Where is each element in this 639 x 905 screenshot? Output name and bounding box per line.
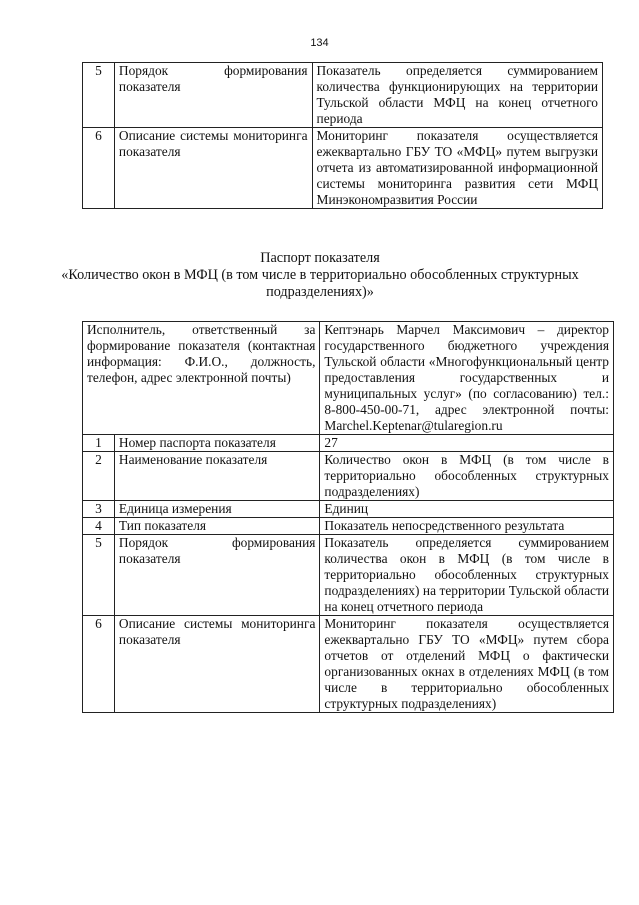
row-number: 6 [83, 128, 115, 209]
row-value: Показатель непосредственного результата [320, 518, 614, 535]
row-number: 4 [83, 518, 115, 535]
row-value: Количество окон в МФЦ (в том числе в территориально обособленных структурных подразделениях) [320, 452, 614, 501]
row-number: 5 [83, 63, 115, 128]
row-value: Единиц [320, 501, 614, 518]
table-row [83, 535, 614, 616]
row-number: 6 [83, 616, 115, 713]
row-value: Показатель определяется суммированием количества окон в МФЦ (в том числе в территориально обособленных структурных подразделениях) на территории Тульской области на конец отчетного периода [320, 535, 614, 616]
executor-label: Исполнитель, ответственный за формирование показателя (контактная информация: Ф.И.О., должность, телефон, адрес электронной почты) [83, 322, 320, 435]
table-row [83, 128, 603, 209]
table-row [83, 616, 614, 713]
row-label: Номер паспорта показателя [114, 435, 320, 452]
row-value: 27 [320, 435, 614, 452]
table-row [83, 63, 603, 128]
passport-heading [60, 250, 580, 301]
row-label: Описание системы мониторинга показателя [114, 616, 320, 713]
row-number: 2 [83, 452, 115, 501]
passport-title: Паспорт показателя [260, 250, 380, 266]
row-label: Порядок формирования показателя [114, 63, 312, 128]
row-value: Показатель определяется суммированием количества функционирующих на территории Тульской области МФЦ на конец отчетного периода [312, 63, 602, 128]
row-label: Наименование показателя [114, 452, 320, 501]
executor-value: Кептэнарь Марчел Максимович – директор государственного бюджетного учреждения Тульской области «Многофункциональный центр предоставления государственных и муниципальных услуг» (по согласованию) тел.: 8-800-450-00-71, адрес электронной почты: Marchel.Keptenar@tularegion.ru [320, 322, 614, 435]
row-value: Мониторинг показателя осуществляется ежеквартально ГБУ ТО «МФЦ» путем выгрузки отчета из автоматизированной информационной системы мониторинга развития сети МФЦ Минэкономразвития России [312, 128, 602, 209]
row-number: 5 [83, 535, 115, 616]
row-label: Описание системы мониторинга показателя [114, 128, 312, 209]
page-number: 134 [310, 37, 329, 49]
row-value: Мониторинг показателя осуществляется ежеквартально ГБУ ТО «МФЦ» путем сбора отчетов от отделений МФЦ о фактически организованных окнах в отделениях МФЦ (в том числе в территориально обособленных структурных подразделениях) [320, 616, 614, 713]
passport-subtitle: «Количество окон в МФЦ (в том числе в территориально обособленных структурных подразделениях)» [61, 267, 579, 300]
row-label: Тип показателя [114, 518, 320, 535]
row-label: Единица измерения [114, 501, 320, 518]
executor-row [83, 322, 614, 435]
table-row [83, 501, 614, 518]
table-row [83, 452, 614, 501]
row-number: 3 [83, 501, 115, 518]
row-number: 1 [83, 435, 115, 452]
table-row [83, 518, 614, 535]
row-label: Порядок формирования показателя [114, 535, 320, 616]
indicator-table-continued [82, 62, 603, 209]
passport-table [82, 321, 614, 713]
table-row [83, 435, 614, 452]
